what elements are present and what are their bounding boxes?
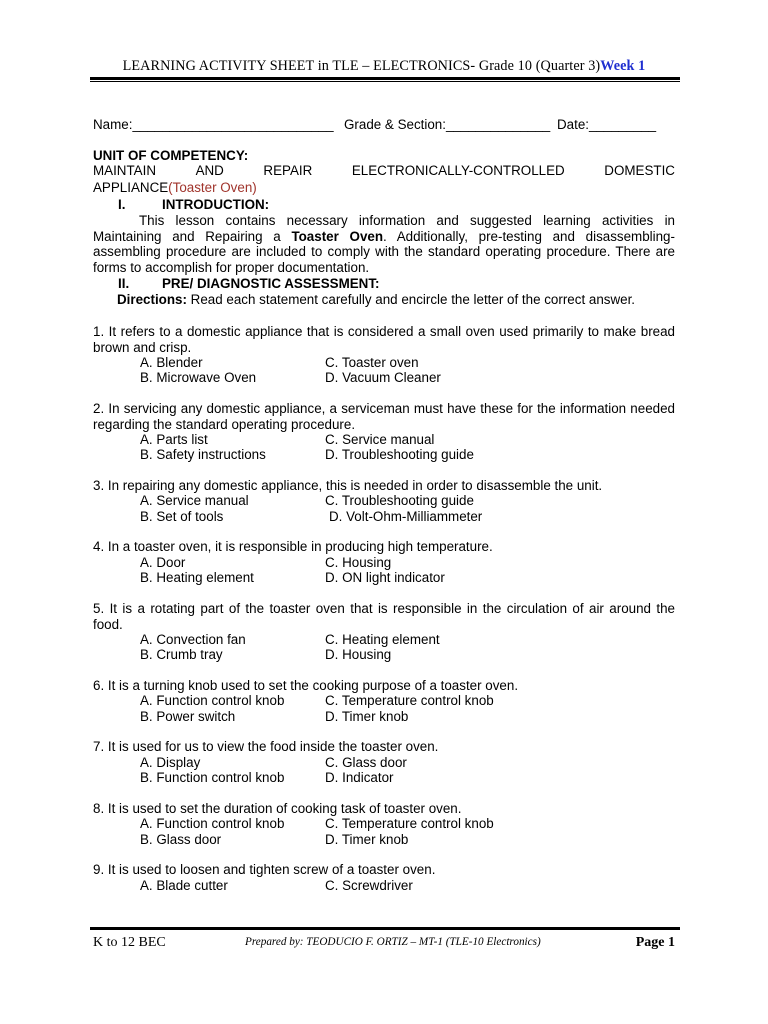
footer-rule bbox=[90, 927, 680, 930]
q3-option-a[interactable]: A. Service manual bbox=[140, 493, 249, 508]
q8-option-a[interactable]: A. Function control knob bbox=[140, 816, 285, 831]
q8-option-d[interactable]: D. Timer knob bbox=[325, 832, 409, 847]
question-3: 3. In repairing any domestic appliance, this is needed in order to disassemble the unit. bbox=[93, 478, 603, 493]
q7-option-c[interactable]: C. Glass door bbox=[325, 755, 407, 770]
q3-option-c[interactable]: C. Troubleshooting guide bbox=[325, 493, 474, 508]
directions-text: Read each statement carefully and encircle the letter of the correct answer. bbox=[186, 292, 636, 307]
competency-word: AND bbox=[195, 163, 224, 178]
question-2: 2. In servicing any domestic appliance, a serviceman must have these for the information needed regarding the standard operating procedure. bbox=[93, 401, 675, 432]
q9-option-a[interactable]: A. Blade cutter bbox=[140, 878, 228, 893]
q6-option-a[interactable]: A. Function control knob bbox=[140, 693, 285, 708]
q6-option-d[interactable]: D. Timer knob bbox=[325, 709, 409, 724]
q8-option-b[interactable]: B. Glass door bbox=[140, 832, 222, 847]
footer-left: K to 12 BEC bbox=[93, 935, 166, 950]
section-introduction-heading bbox=[118, 197, 269, 212]
competency-highlight: (Toaster Oven) bbox=[168, 180, 257, 195]
header-week: Week 1 bbox=[600, 58, 646, 74]
competency-heading: UNIT OF COMPETENCY: bbox=[93, 148, 249, 163]
page-header bbox=[93, 58, 675, 75]
grade-section-field: Grade & Section:______________ bbox=[344, 117, 551, 132]
question-6: 6. It is a turning knob used to set the cooking purpose of a toaster oven. bbox=[93, 678, 519, 693]
q2-option-c[interactable]: C. Service manual bbox=[325, 432, 435, 447]
competency-line1 bbox=[93, 163, 675, 179]
introduction-paragraph bbox=[93, 213, 675, 275]
section-title: PRE/ DIAGNOSTIC ASSESSMENT: bbox=[162, 276, 380, 291]
competency-word: REPAIR bbox=[263, 163, 313, 178]
question-4: 4. In a toaster oven, it is responsible in producing high temperature. bbox=[93, 539, 493, 554]
q5-option-b[interactable]: B. Crumb tray bbox=[140, 647, 223, 662]
header-rule-thin bbox=[90, 81, 680, 82]
intro-bold-text: Toaster Oven bbox=[291, 228, 384, 244]
q2-option-b[interactable]: B. Safety instructions bbox=[140, 447, 266, 462]
intro-text: This lesson contains necessary information and suggested learning activities in Maintaining and Repairing a bbox=[93, 213, 675, 244]
competency-appliance: APPLIANCE bbox=[93, 180, 169, 195]
section-number: II. bbox=[118, 276, 130, 291]
directions bbox=[117, 292, 635, 308]
question-9: 9. It is used to loosen and tighten screw of a toaster oven. bbox=[93, 862, 436, 877]
question-1: 1. It refers to a domestic appliance that is considered a small oven used primarily to make bread brown and crisp. bbox=[93, 324, 675, 355]
q6-option-c[interactable]: C. Temperature control knob bbox=[325, 693, 494, 708]
q3-option-d[interactable]: D. Volt-Ohm-Milliammeter bbox=[329, 509, 483, 524]
section-title: INTRODUCTION: bbox=[162, 197, 270, 212]
section-assessment-heading bbox=[118, 276, 380, 291]
competency-line2 bbox=[93, 180, 675, 196]
q1-option-c[interactable]: C. Toaster oven bbox=[325, 355, 419, 370]
q2-option-d[interactable]: D. Troubleshooting guide bbox=[325, 447, 474, 462]
q8-option-c[interactable]: C. Temperature control knob bbox=[325, 816, 494, 831]
q4-option-b[interactable]: B. Heating element bbox=[140, 570, 254, 585]
q5-option-d[interactable]: D. Housing bbox=[325, 647, 392, 662]
q1-option-b[interactable]: B. Microwave Oven bbox=[140, 370, 257, 385]
date-field: Date:_________ bbox=[557, 117, 657, 132]
intro-text-rest: . Additionally, pre-testing and disassembling-assembling procedure are included to comply with the standard operating procedure. There are forms to accomplish for proper documentation. bbox=[93, 228, 675, 275]
name-field: Name:___________________________ bbox=[93, 117, 334, 132]
q4-option-a[interactable]: A. Door bbox=[140, 555, 186, 570]
q4-option-c[interactable]: C. Housing bbox=[325, 555, 392, 570]
q1-option-a[interactable]: A. Blender bbox=[140, 355, 203, 370]
q1-option-d[interactable]: D. Vacuum Cleaner bbox=[325, 370, 441, 385]
q3-option-b[interactable]: B. Set of tools bbox=[140, 509, 224, 524]
q5-option-a[interactable]: A. Convection fan bbox=[140, 632, 246, 647]
q7-option-b[interactable]: B. Function control knob bbox=[140, 770, 285, 785]
competency-word: ELECTRONICALLY-CONTROLLED bbox=[351, 163, 565, 178]
question-8: 8. It is used to set the duration of cooking task of toaster oven. bbox=[93, 801, 462, 816]
competency-word: DOMESTIC bbox=[604, 163, 675, 178]
q9-option-c[interactable]: C. Screwdriver bbox=[325, 878, 413, 893]
q7-option-d[interactable]: D. Indicator bbox=[325, 770, 394, 785]
q5-option-c[interactable]: C. Heating element bbox=[325, 632, 440, 647]
q4-option-d[interactable]: D. ON light indicator bbox=[325, 570, 445, 585]
q2-option-a[interactable]: A. Parts list bbox=[140, 432, 208, 447]
question-5: 5. It is a rotating part of the toaster oven that is responsible in the circulation of air around the food. bbox=[93, 601, 675, 632]
header-title: LEARNING ACTIVITY SHEET in TLE – ELECTRONICS- Grade 10 (Quarter 3) bbox=[122, 58, 601, 74]
header-rule bbox=[90, 77, 680, 80]
section-number: I. bbox=[118, 197, 126, 212]
question-7: 7. It is used for us to view the food inside the toaster oven. bbox=[93, 739, 439, 754]
q6-option-b[interactable]: B. Power switch bbox=[140, 709, 236, 724]
competency-word: MAINTAIN bbox=[93, 163, 156, 178]
directions-label: Directions: bbox=[117, 292, 187, 307]
footer-center: Prepared by: TEODUCIO F. ORTIZ – MT-1 (TLE-10 Electronics) bbox=[245, 936, 541, 948]
footer-page-number: Page 1 bbox=[635, 935, 675, 950]
q7-option-a[interactable]: A. Display bbox=[140, 755, 201, 770]
